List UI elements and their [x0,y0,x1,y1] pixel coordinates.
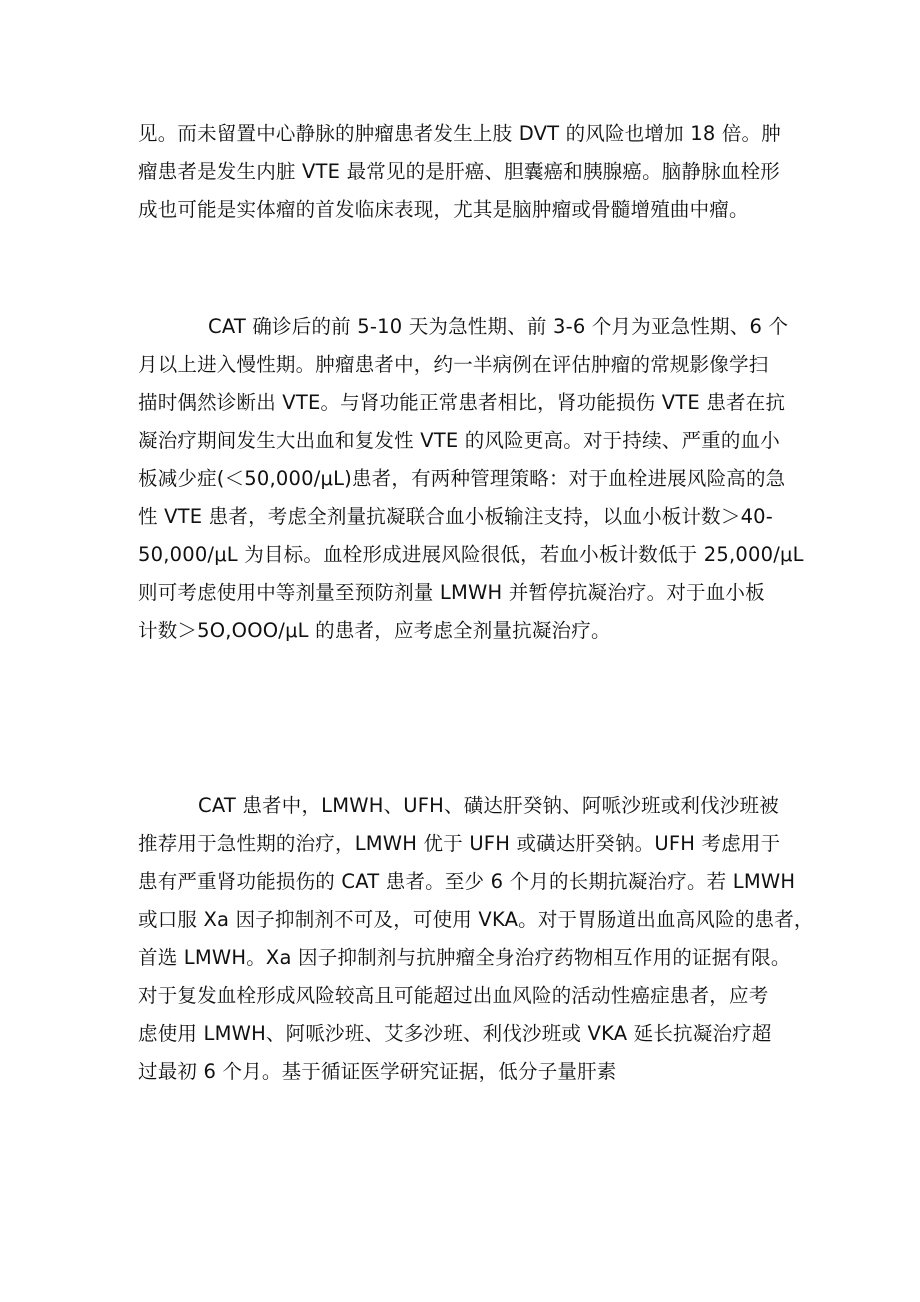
text-line: 凝治疗期间发生大出血和复发性 VTE 的风险更高。对于持续、严重的血小 [138,429,780,452]
text-line: 或口服 Xa 因子抑制剂不可及，可使用 VKA。对于胃肠道出血高风险的患者， [138,908,814,931]
text-line: 虑使用 LMWH、阿哌沙班、艾多沙班、利伐沙班或 VKA 延长抗凝治疗超 [138,1022,772,1045]
text-line: 成也可能是实体瘤的首发临床表现，尤其是脑肿瘤或骨髓增殖曲中瘤。 [138,198,749,221]
paragraph-3 [138,787,814,1091]
text-line: 对于复发血栓形成风险较高且可能超过出血风险的活动性癌症患者，应考 [138,984,769,1007]
text-line: 月以上进入慢性期。肿瘤患者中，约一半病例在评估肿瘤的常规影像学扫 [138,353,769,376]
text-line: CAT 确诊后的前 5-10 天为急性期、前 3-6 个月为亚急性期、6 个 [208,315,789,338]
text-line: 50,000/μL 为目标。血栓形成进展风险很低，若血小板计数低于 25,000/μL [138,543,804,566]
text-line: 首选 LMWH。Xa 因子抑制剂与抗肿瘤全身治疗药物相互作用的证据有限。 [138,946,791,969]
text-line: 推荐用于急性期的治疗，LMWH 优于 UFH 或磺达肝癸钠。UFH 考虑用于 [138,832,781,855]
text-line: CAT 患者中，LMWH、UFH、磺达肝癸钠、阿哌沙班或利伐沙班被 [198,794,779,817]
text-line: 则可考虑使用中等剂量至预防剂量 LMWH 并暂停抗凝治疗。对于血小板 [138,581,765,604]
text-line: 过最初 6 个月。基于循证医学研究证据，低分子量肝素 [138,1060,617,1083]
text-line: 见。而未留置中心静脉的肿瘤患者发生上肢 DVT 的风险也增加 18 倍。肿 [138,122,781,145]
text-line: 计数＞5O,OOO/μL 的患者，应考虑全剂量抗凝治疗。 [138,619,611,642]
text-line: 描时偶然诊断出 VTE。与肾功能正常患者相比，肾功能损伤 VTE 患者在抗 [138,391,786,414]
paragraph-2 [138,308,804,650]
text-line: 患有严重肾功能损伤的 CAT 患者。至少 6 个月的长期抗凝治疗。若 LMWH [138,870,796,893]
paragraph-1 [138,115,790,229]
text-line: 板减少症(＜50,000/μL)患者，有两种管理策略：对于血栓进展风险高的急 [138,467,786,490]
text-line: 瘤患者是发生内脏 VTE 最常见的是肝癌、胆囊癌和胰腺癌。脑静脉血栓形 [138,160,780,183]
text-line: 性 VTE 患者，考虑全剂量抗凝联合血小板输注支持，以血小板计数＞40- [138,505,774,528]
